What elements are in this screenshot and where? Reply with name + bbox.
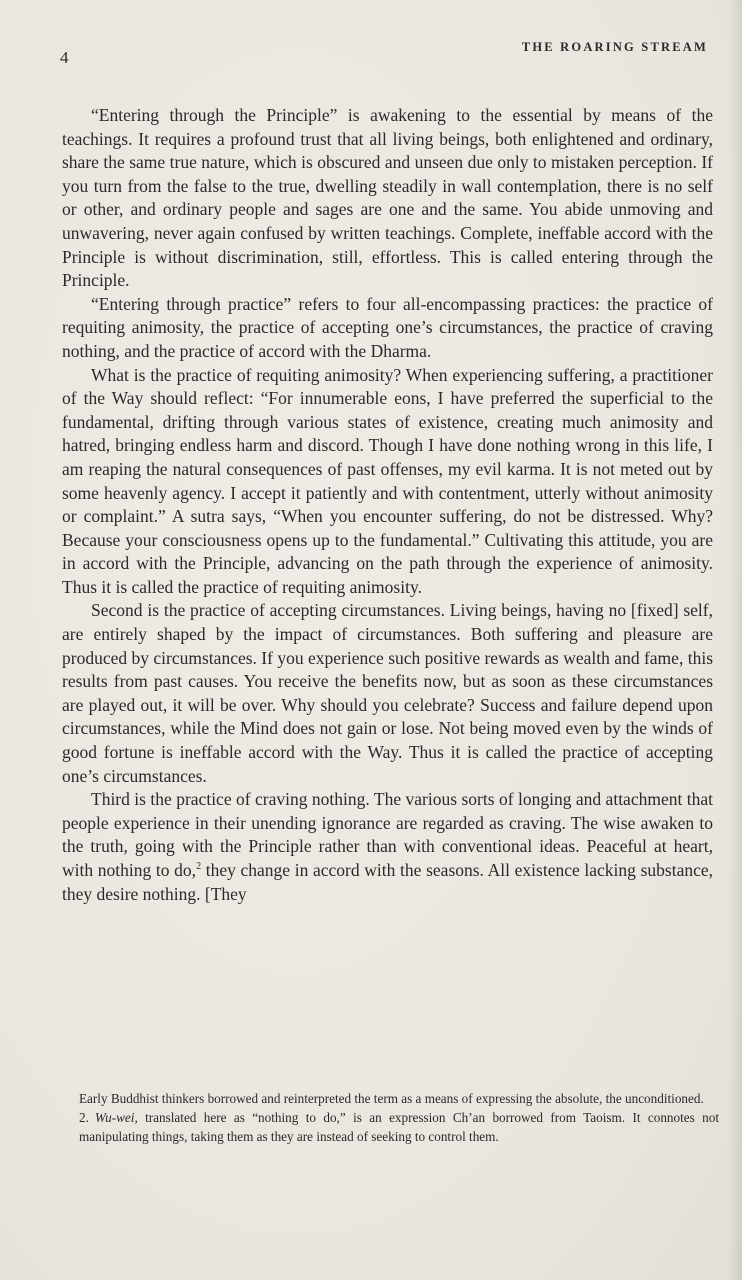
paragraph-accepting-circumstances: Second is the practice of accepting circumstances. Living beings, having no [fixed] self, are entirely shaped by the impact of circumstances. Both suffering and pleasure are produced by circumstances. If you experience such positive rewards as wealth and fame, this results from past causes. You receive the benefits now, but as soon as these circumstances are played out, it will be over. Why should you celebrate? Success and failure depend upon circumstances, while the Mind does not gain or lose. Not being moved even by the winds of good fortune is ineffable accord with the Way. Thus it is called the practice of accepting one’s circumstances.: [62, 600, 713, 786]
footnote-2: [79, 1109, 719, 1147]
footnote-reference: 2: [196, 861, 202, 873]
footnote-continued: Early Buddhist thinkers borrowed and reinterpreted the term as a means of expressing the absolute, the unconditioned.: [79, 1091, 704, 1106]
footnote-text: translated here as “nothing to do,” is an expression Ch’an borrowed from Taoism. It connotes not manipulating things, taking them as they are instead of seeking to control them.: [79, 1109, 719, 1144]
paragraph-craving-nothing: [62, 788, 713, 906]
paragraph-principle: “Entering through the Principle” is awakening to the essential by means of the teachings. It requires a profound trust that all living beings, both enlightened and ordinary, share the same true nature, which is obscured and unseen due only to mistaken perception. If you turn from the false to the true, dwelling steadily in wall contemplation, there is no self or other, and ordinary people and sages are one and the same. You abide unmoving and unwavering, never again confused by written teachings. Complete, ineffable accord with the Principle is without discrimination, still, effortless. This is called entering through the Principle.: [62, 105, 713, 291]
spine-shadow: [728, 0, 742, 1280]
paragraph-text: they change in accord with the seasons. All existence lacking substance, they desire nothing. [They: [62, 860, 713, 904]
paragraph-text: Third is the practice of craving nothing. The various sorts of longing and attachment that people experience in their unending ignorance are regarded as craving. The wise awaken to the truth, going with the Principle rather than with conventional ideas. Peaceful at heart, with nothing to do,: [62, 789, 713, 880]
footnotes: [79, 1090, 719, 1146]
paragraph-practice: “Entering through practice” refers to four all-encompassing practices: the practice of requiting animosity, the practice of accepting one’s circumstances, the practice of craving nothing, and the practice of accord with the Dharma.: [62, 293, 713, 361]
footnote-number: 2.: [79, 1109, 89, 1125]
footnote-term: Wu-wei,: [94, 1109, 138, 1125]
running-head: THE ROARING STREAM: [521, 40, 708, 54]
body-text: [62, 104, 713, 906]
page-number: 4: [60, 48, 69, 67]
paragraph-requiting-animosity: What is the practice of requiting animosity? When experiencing suffering, a practitioner of the Way should reflect: “For innumerable eons, I have preferred the superficial to the fundamental, drifting through various states of existence, creating much animosity and hatred, bringing endless harm and discord. Though I have done nothing wrong in this life, I am reaping the natural consequences of past offenses, my evil karma. It is not meted out by some heavenly agency. I accept it patiently and with contentment, utterly without animosity or complaint.” A sutra says, “When you encounter suffering, do not be distressed. Why? Because your consciousness opens up to the fundamental.” Cultivating this attitude, you are in accord with the Principle, advancing on the path through the experience of animosity. Thus it is called the practice of requiting animosity.: [62, 364, 713, 597]
